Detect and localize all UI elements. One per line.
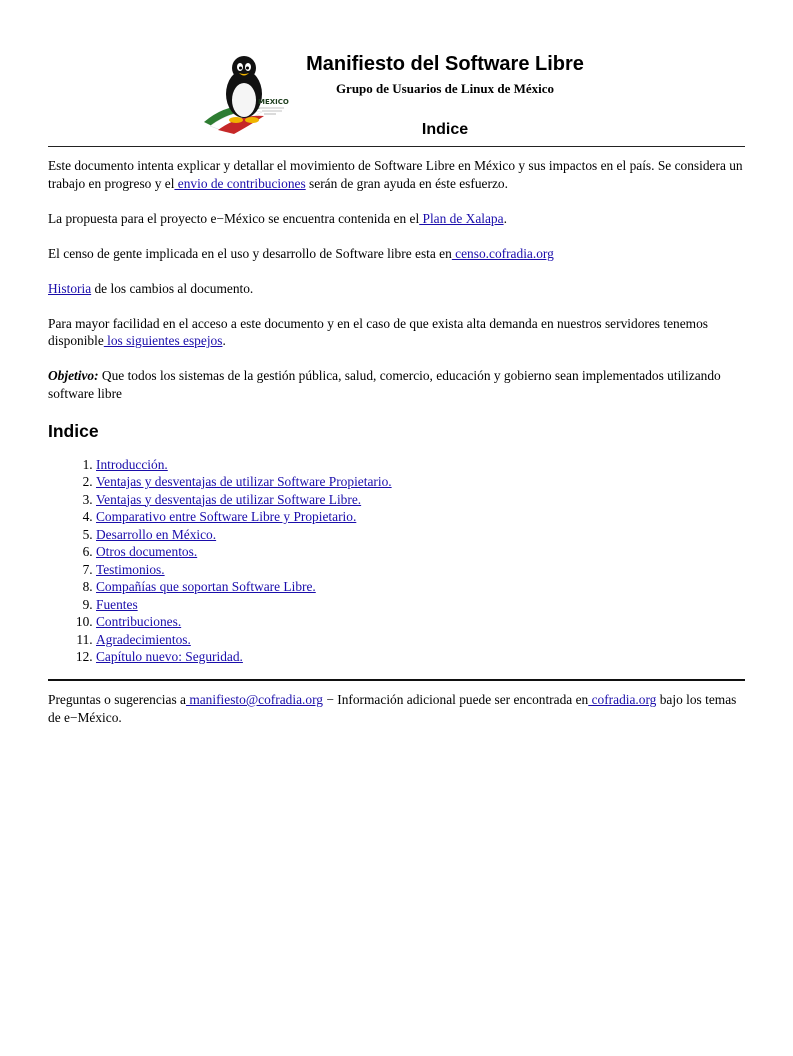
contributions-link[interactable]: envio de contribuciones bbox=[174, 175, 306, 191]
list-item bbox=[96, 526, 745, 544]
list-item bbox=[96, 473, 745, 491]
list-item bbox=[96, 631, 745, 649]
index-link-seguridad[interactable]: Capítulo nuevo: Seguridad. bbox=[96, 649, 243, 664]
index-link-agradecimientos[interactable]: Agradecimientos. bbox=[96, 631, 191, 647]
intro-paragraph-1 bbox=[48, 157, 745, 192]
index-heading: Indice bbox=[48, 420, 99, 441]
title-block bbox=[248, 52, 642, 140]
page-subtitle: Grupo de Usuarios de Linux de México bbox=[335, 81, 555, 96]
objective-paragraph bbox=[48, 367, 745, 402]
document-content bbox=[48, 157, 745, 666]
index-link-software-propietario[interactable]: Ventajas y desventajas de utilizar Software Propietario. bbox=[96, 474, 392, 489]
header-section-title: Indice bbox=[421, 121, 469, 138]
list-item bbox=[96, 508, 745, 526]
plan-xalapa-link[interactable]: Plan de Xalapa bbox=[419, 210, 504, 226]
intro-text: Este documento intenta explicar y detallar el movimiento de Software Libre en México y sus impactos en el país. Se considera un trabajo en progreso y el bbox=[48, 158, 743, 191]
intro-paragraph-4 bbox=[48, 280, 745, 298]
index-link-software-libre[interactable]: Ventajas y desventajas de utilizar Software Libre. bbox=[96, 491, 362, 507]
list-item bbox=[96, 648, 745, 666]
intro-text: . bbox=[503, 210, 507, 226]
intro-text: . bbox=[222, 333, 226, 348]
list-item bbox=[96, 578, 745, 596]
index-link-introduccion[interactable]: Introducción. bbox=[96, 456, 168, 472]
intro-paragraph-3 bbox=[48, 245, 745, 263]
bottom-divider bbox=[48, 679, 745, 681]
list-item bbox=[96, 596, 745, 614]
censo-link[interactable]: censo.cofradia.org bbox=[451, 245, 554, 261]
document-footer bbox=[48, 691, 745, 726]
index-list bbox=[48, 456, 745, 666]
intro-paragraph-5 bbox=[48, 315, 745, 350]
intro-text: de los cambios al documento. bbox=[91, 280, 254, 296]
cofradia-link[interactable]: cofradia.org bbox=[588, 692, 657, 707]
index-link-otros-documentos[interactable]: Otros documentos. bbox=[96, 544, 198, 559]
list-item bbox=[96, 543, 745, 561]
objective-label: Objetivo: bbox=[48, 368, 99, 383]
list-item bbox=[96, 456, 745, 474]
list-item bbox=[96, 613, 745, 631]
intro-paragraph-2 bbox=[48, 210, 745, 228]
index-link-contribuciones[interactable]: Contribuciones. bbox=[96, 614, 182, 629]
footer-text: Preguntas o sugerencias a bbox=[48, 692, 186, 707]
objective-text: Que todos los sistemas de la gestión pública, salud, comercio, educación y gobierno sean implementados utilizando software libre bbox=[48, 368, 721, 401]
index-link-companias[interactable]: Compañías que soportan Software Libre. bbox=[96, 579, 316, 594]
index-link-desarrollo-mexico[interactable]: Desarrollo en México. bbox=[96, 526, 217, 542]
mirrors-link[interactable]: los siguientes espejos bbox=[103, 333, 223, 348]
index-link-testimonios[interactable]: Testimonios. bbox=[96, 561, 165, 577]
intro-text: El censo de gente implicada en el uso y desarrollo de Software libre esta en bbox=[48, 245, 452, 261]
page-title: Manifiesto del Software Libre bbox=[306, 53, 584, 75]
document-page bbox=[48, 0, 745, 725]
footer-text: bajo los temas de e−México. bbox=[48, 692, 737, 725]
footer-text: − Información adicional puede ser encontrada en bbox=[323, 692, 589, 707]
index-link-comparativo[interactable]: Comparativo entre Software Libre y Propietario. bbox=[96, 509, 357, 524]
svg-text:MEXICO: MEXICO bbox=[258, 98, 289, 106]
list-item bbox=[96, 561, 745, 579]
top-divider bbox=[48, 146, 745, 147]
intro-text: Para mayor facilidad en el acceso a este documento y en el caso de que exista alta demanda en nuestros servidores tenemos disponible bbox=[48, 315, 708, 348]
document-header bbox=[48, 0, 745, 140]
list-item bbox=[96, 491, 745, 509]
intro-text: serán de gran ayuda en éste esfuerzo. bbox=[305, 175, 508, 191]
email-link[interactable]: manifiesto@cofradia.org bbox=[185, 692, 323, 707]
historia-link[interactable]: Historia bbox=[48, 280, 92, 296]
index-link-fuentes[interactable]: Fuentes bbox=[96, 596, 138, 612]
intro-text: La propuesta para el proyecto e−México se encuentra contenida en el bbox=[48, 210, 420, 226]
